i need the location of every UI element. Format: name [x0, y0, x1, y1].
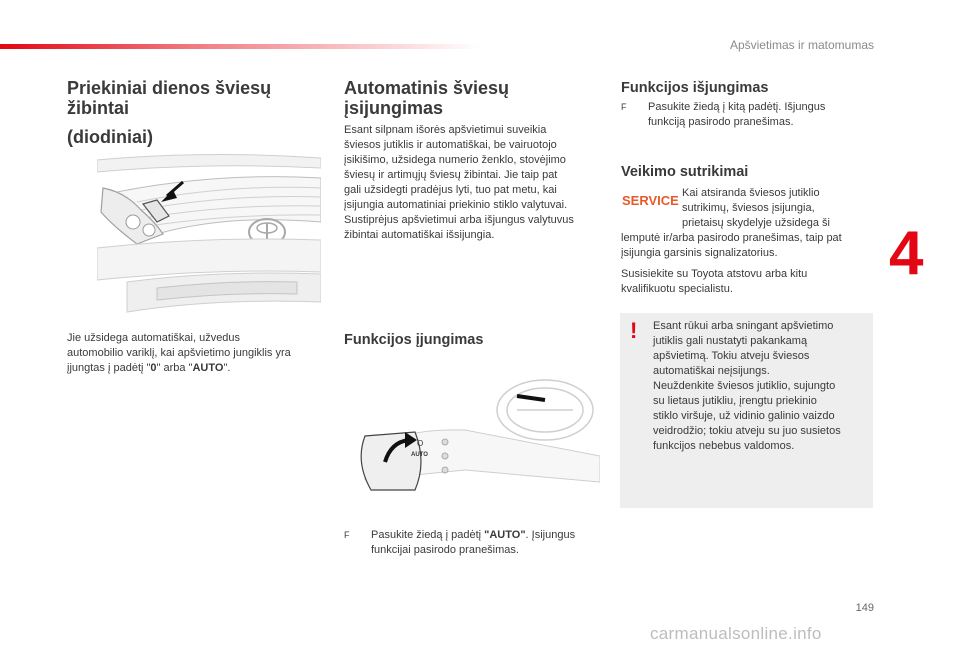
light-stalk-illustration: [345, 370, 600, 500]
activation-bullet: [344, 528, 604, 558]
section-title-drl: [67, 78, 317, 147]
subtitle-deactivation: Funkcijos išjungimas: [621, 80, 769, 96]
text-line: šviesos jutiklis ir automatiškai, be vairuotojo: [344, 139, 557, 151]
stalk-auto-label: AUTO: [411, 452, 428, 458]
text-line: šviesų ir artimųjų šviesų žibintai. Jie taip pat: [344, 169, 558, 181]
text-line: gali užsidegti pradėjus lyti, tuo pat metu, kai: [344, 184, 557, 196]
chapter-number: 4: [889, 219, 924, 288]
deactivation-bullet: [621, 100, 876, 130]
text-line: Pasukite žiedą į kitą padėtį. Išjungus: [648, 101, 826, 113]
auto-label: "AUTO": [484, 529, 526, 541]
text-line: jutiklis gali nustatyti pakankamą: [653, 335, 808, 347]
text-line: funkciją pasirodo pranešimas.: [648, 116, 794, 128]
title-line: įsijungimas: [344, 98, 444, 118]
text-line: Susisiekite su Toyota atstovu arba kitu: [621, 268, 808, 280]
fault-paragraph-indented: [682, 186, 872, 231]
auto-paragraph: [344, 123, 604, 243]
watermark: carmanualsonline.info: [650, 624, 822, 643]
fault-paragraph: [621, 231, 876, 261]
text-line: veidrodžio; tokiu atveju su juo susietos: [653, 425, 841, 437]
text-line: automobilio variklį, kai apšvietimo jungiklis yra: [67, 347, 291, 359]
contact-paragraph: [621, 267, 876, 297]
text-line: apšvietimą. Tokiu atveju šviesos: [653, 350, 810, 362]
warning-box: [620, 313, 873, 508]
warning-text: [653, 319, 868, 454]
text-line: Jie užsidega automatiškai, užvedus: [67, 332, 241, 344]
text-line: Esant silpnam išorės apšvietimui suveikia: [344, 124, 547, 136]
bullet-marker: F: [344, 530, 350, 540]
text-line: lemputė ir/arba pasirodo pranešimas, taip pat: [621, 232, 842, 244]
drl-paragraph: [67, 331, 322, 376]
section-title-auto: [344, 78, 594, 118]
bullet-marker: F: [621, 102, 627, 112]
text-line: kvalifikuotu specialistu.: [621, 283, 733, 295]
title-line: žibintai: [67, 98, 129, 118]
text-line: funkcijai pasirodo pranešimas.: [371, 544, 519, 556]
text-line: įsijungia automatiniai priekinio stiklo valytuvai.: [344, 199, 568, 211]
text-line: įsikišimo, užsidega numerio ženklo, stovėjimo: [344, 154, 566, 166]
position-zero-label: 0: [150, 362, 157, 374]
text-line: su lietaus jutikliu, įrengtu priekinio: [653, 395, 817, 407]
page-number: 149: [855, 602, 874, 614]
text-line: automatiškai neįsijungs.: [653, 365, 770, 377]
subtitle-activation: Funkcijos įjungimas: [344, 332, 484, 348]
car-front-illustration: [97, 152, 321, 318]
text-line: prietaisų skydelyje užsidega ši: [682, 217, 830, 229]
title-line: Priekiniai dienos šviesų: [67, 78, 272, 98]
text-fragment: " arba ": [156, 362, 193, 374]
service-warning-icon: SERVICE: [622, 193, 679, 208]
text-line: Sustiprėjus apšvietimui arba išjungus valytuvus: [344, 214, 574, 226]
text-line: [344, 528, 604, 543]
text-line: Kai atsiranda šviesos jutiklio: [682, 187, 820, 199]
text-line: sutrikimų, šviesos įsijungia,: [682, 202, 815, 214]
chapter-title: Apšvietimas ir matomumas: [729, 38, 874, 52]
subtitle-malfunction: Veikimo sutrikimai: [621, 164, 749, 180]
header-accent-bar: [0, 44, 480, 49]
text-line: funkcijos nebebus valdomos.: [653, 440, 795, 452]
text-line: Esant rūkui arba sningant apšvietimo: [653, 320, 834, 332]
text-line: įsijungia garsinis signalizatorius.: [621, 247, 778, 259]
auto-label: AUTO: [192, 362, 224, 374]
text-fragment: ".: [223, 362, 231, 374]
text-line: Neuždenkite šviesos jutiklio, sujungto: [653, 380, 836, 392]
stalk-off-label: O: [417, 439, 424, 448]
text-line: žibintai automatiškai išsijungia.: [344, 229, 495, 241]
text-line: [67, 361, 322, 376]
title-line: Automatinis šviesų: [344, 78, 510, 98]
text-fragment: Pasukite žiedą į padėtį: [371, 529, 485, 541]
text-fragment: įjungtas į padėtį ": [67, 362, 151, 374]
text-line: stiklo viršuje, už vidinio galinio vaizdo: [653, 410, 835, 422]
warning-icon: !: [630, 318, 638, 343]
text-fragment: . Įsijungus: [525, 529, 576, 541]
title-line: (diodiniai): [67, 127, 153, 147]
